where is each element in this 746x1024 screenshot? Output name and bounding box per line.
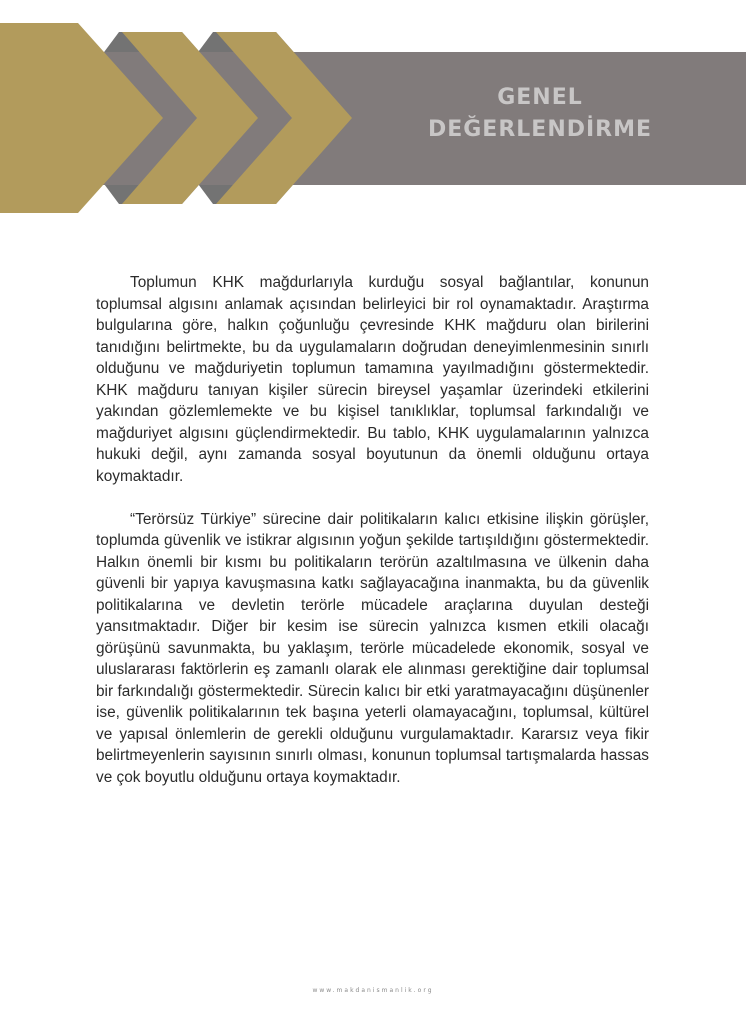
section-title-line-2: DEĞERLENDİRME [427, 117, 653, 142]
body-text [96, 272, 649, 810]
header-banner-graphic [0, 0, 746, 230]
section-title-line-1: GENEL [497, 85, 583, 110]
paragraph-khk-social-connections: Toplumun KHK mağdurlarıyla kurduğu sosyal bağlantılar, konunun toplumsal algısını anlamak açısından belirleyici bir rol oynamaktadır. Araştırma bulgularına göre, halkın çoğunluğu çevresinde KHK mağduru olan birilerini tanıdığını belirtmekte, bu da uygulamaların doğrudan deneyimlenmesinin sınırlı olduğunu ve mağduriyetin toplumun tamamına yayılmadığını göstermektedir. KHK mağduru tanıyan kişiler sürecin bireysel yaşamlar üzerindeki etkilerini yakından gözlemlemekte ve bu kişisel tanıklıklar, toplumsal farkındalığı ve mağduriyet algısını güçlendirmektedir. Bu tablo, KHK uygulamalarının yalnızca hukuki değil, aynı zamanda sosyal boyutunun da önemli olduğunu ortaya koymaktadır. [96, 274, 649, 485]
footer-website: www.makdanismanlik.org [312, 987, 434, 994]
paragraph-terrorism-policy-views: “Terörsüz Türkiye” sürecine dair politikaların kalıcı etkisine ilişkin görüşler, toplumda güvenlik ve istikrar algısının yoğun şekilde tartışıldığını göstermektedir. Halkın önemli bir kısmı bu politikaların terörün azaltılmasına ve ülkenin daha güvenli bir yapıya kavuşmasına katkı sağlayacağına inanmakta, bu da güvenlik politikalarına ve devletin terörle mücadele araçlarına duyulan desteği yansıtmaktadır. Diğer bir kesim ise sürecin yalnızca kısmen etkili olacağı görüşünü savunmakta, bu yaklaşım, terörle mücadelede ekonomik, sosyal ve uluslararası faktörlerin eş zamanlı olarak ele alınması gerektiğine dair toplumsal bir farkındalığı göstermektedir. Sürecin kalıcı bir etki yaratmayacağını düşünenler ise, güvenlik politikalarının tek başına yeterli olamayacağını, toplumsal, kültürel ve yapısal önlemlerin de gerekli olduğunu vurgulamaktadır. Kararsız veya fikir belirtmeyenlerin sayısının sınırlı olması, konunun toplumsal tartışmalarda hassas ve çok boyutlu olduğunu ortaya koymaktadır. [96, 510, 649, 786]
